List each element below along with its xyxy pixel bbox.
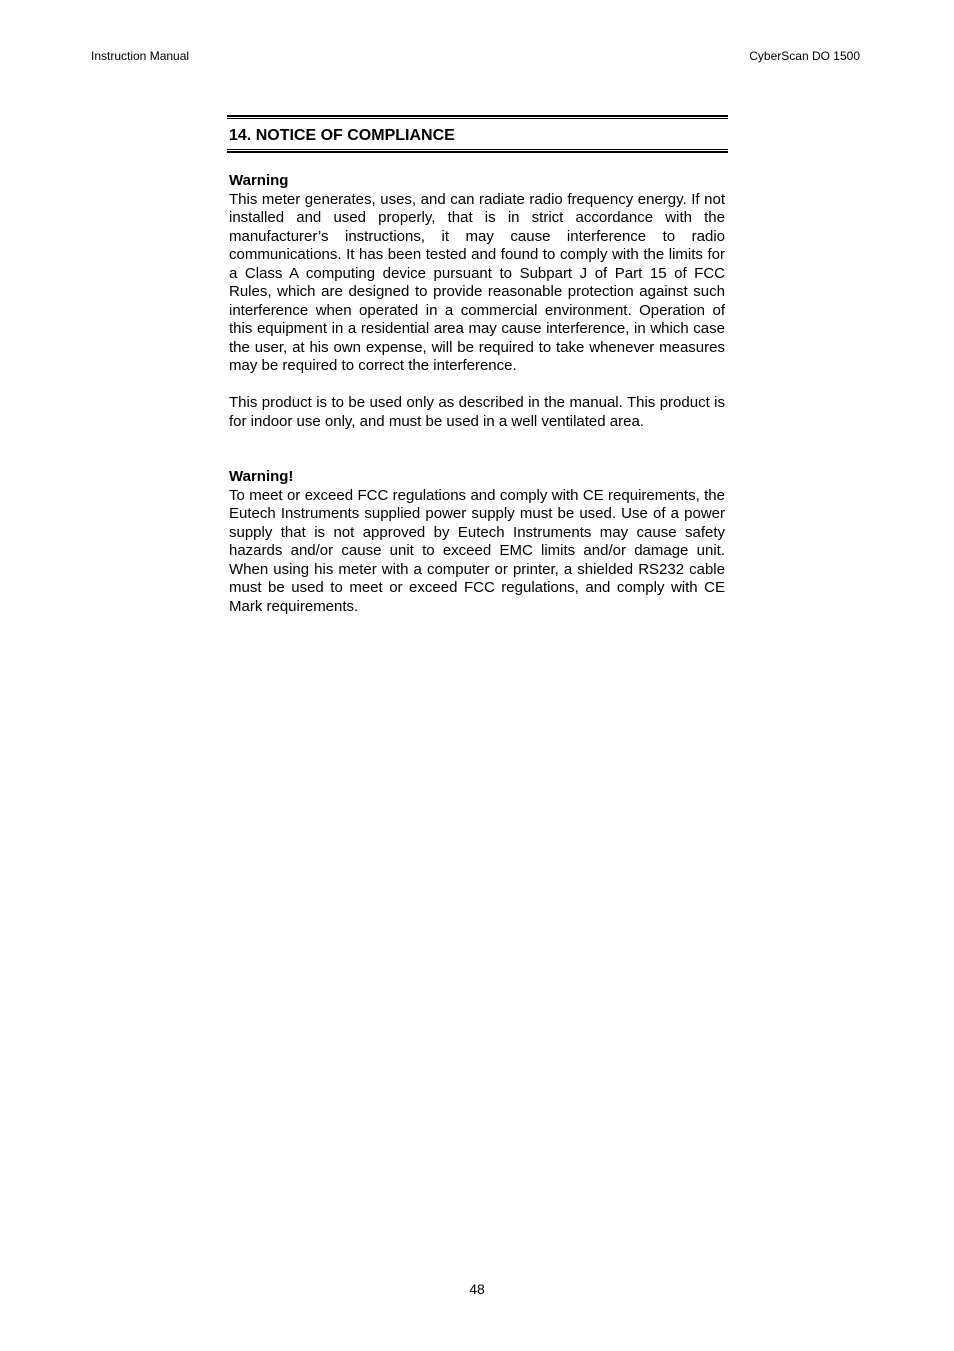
warning-exclaim-title: Warning! xyxy=(229,468,294,485)
usage-note-paragraph: This product is to be used only as described in the manual. This product is for indoor use only, and must be used in a well ventilated area. xyxy=(229,394,725,430)
running-header-title: Instruction Manual xyxy=(91,49,190,63)
spacer xyxy=(229,376,725,395)
warning-exclaim-paragraph: To meet or exceed FCC regulations and comply with CE requirements, the Eutech Instruments supplied power supply must be used. Use of a power supply that is not approved by Eutech Instruments may cause safety hazards and/or cause unit to exceed EMC limits and/or damage unit. When using his meter with a computer or printer, a shielded RS232 cable must be used to meet or exceed FCC regulations, and comply with CE Mark requirements. xyxy=(229,486,725,615)
section-heading-block xyxy=(227,115,728,153)
heading-rule-top-thick xyxy=(227,115,728,117)
spacer xyxy=(229,153,725,172)
page-content xyxy=(229,115,725,616)
section-heading: 14. NOTICE OF COMPLIANCE xyxy=(229,127,455,144)
warning-paragraph: This meter generates, uses, and can radiate radio frequency energy. If not installed and used properly, that is in strict accordance with the manufacturer’s instructions, it may cause interference to radio communications. It has been tested and found to comply with the limits for a Class A computing device pursuant to Subpart J of Part 15 of FCC Rules, which are designed to provide reasonable protection against such interference when operated in a commercial environment. Operation of this equipment in a residential area may cause interference, in which case the user, at his own expense, will be required to take whenever measures may be required to correct the interference. xyxy=(229,190,725,374)
page-number: 48 xyxy=(469,1281,485,1297)
heading-rule-bottom-thin xyxy=(227,149,728,150)
warning-title: Warning xyxy=(229,172,289,189)
spacer xyxy=(229,431,725,468)
running-header-product: CyberScan DO 1500 xyxy=(749,49,860,63)
heading-rule-bottom-thick xyxy=(227,151,728,153)
